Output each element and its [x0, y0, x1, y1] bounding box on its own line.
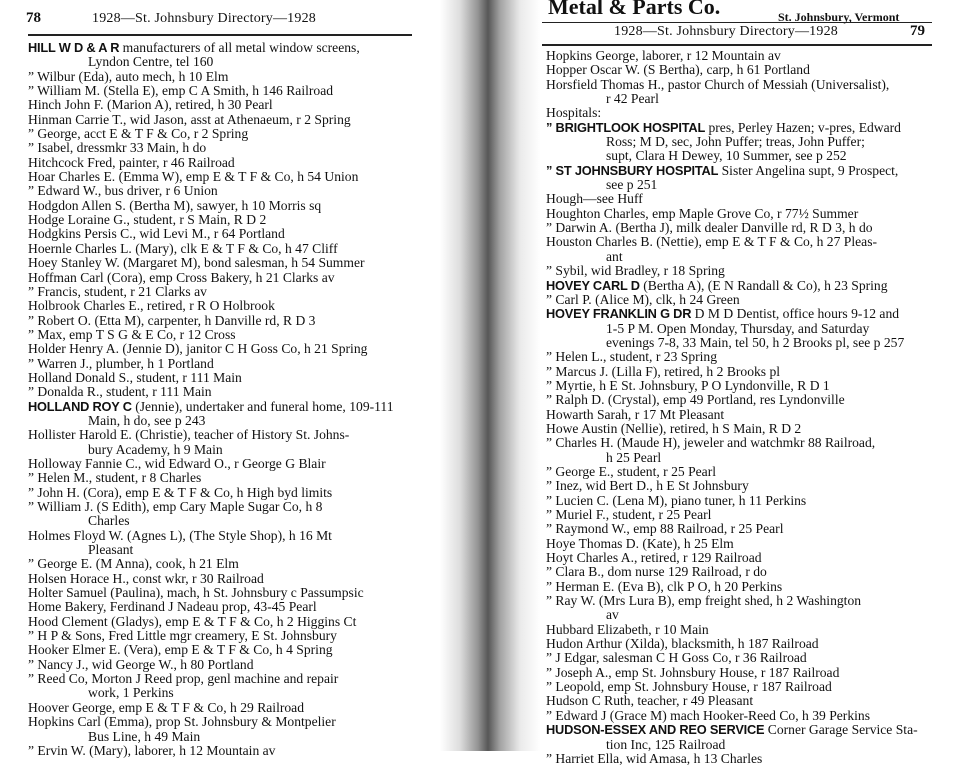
entry-continuation: work, 1 Perkins: [88, 685, 174, 701]
right-entry-list: [546, 49, 918, 766]
directory-entry: [28, 643, 394, 657]
entry-text: Hospitals:: [546, 105, 602, 121]
directory-entry: [28, 529, 394, 558]
entry-continuation: 1-5 P M. Open Monday, Thursday, and Saturday: [606, 320, 870, 336]
directory-entry: [546, 293, 918, 307]
directory-entry: [546, 623, 918, 637]
left-page: [0, 0, 478, 758]
directory-entry: [28, 141, 394, 155]
entry-text: ” Joseph A., emp St. Johnsbury House, r 187 Railroad: [546, 664, 840, 680]
entry-text: Howe Austin (Nellie), retired, h S Main, R D 2: [546, 420, 802, 436]
directory-entry: [28, 428, 394, 457]
entry-text: Holmes Floyd W. (Agnes L), (The Style Shop), h 16 Mt: [28, 527, 332, 543]
directory-entry: [28, 113, 394, 127]
directory-entry: [28, 98, 394, 112]
entry-text: (Jennie), undertaker and funeral home, 109-111: [131, 398, 394, 414]
directory-entry: [28, 400, 394, 429]
entry-text: ” Charles H. (Maude H), jeweler and watchmkr 88 Railroad,: [546, 435, 876, 451]
entry-text: ” Sybil, wid Bradley, r 18 Spring: [546, 263, 725, 279]
directory-entry: [546, 408, 918, 422]
entry-text: Corner Garage Service Sta-: [764, 722, 918, 738]
directory-entry: [546, 522, 918, 536]
directory-entry: [28, 127, 394, 141]
entry-text: Hoyt Charles A., retired, r 129 Railroad: [546, 550, 762, 566]
directory-entry: [28, 242, 394, 256]
entry-text: Hoey Stanley W. (Margaret M), bond salesman, h 54 Summer: [28, 255, 365, 271]
entry-continuation: evenings 7-8, 33 Main, tel 50, h 2 Brooks pl, see p 257: [606, 334, 905, 350]
directory-entry: [546, 121, 918, 164]
page-number: 78: [26, 10, 41, 26]
directory-entry: [28, 328, 394, 342]
directory-entry: [546, 580, 918, 594]
directory-entry: [28, 586, 394, 600]
directory-entry: [28, 557, 394, 571]
entry-bold-name: HOVEY FRANKLIN G DR: [546, 306, 692, 322]
entry-text: ” Ralph D. (Crystal), emp 49 Portland, res Lyndonville: [546, 392, 845, 408]
directory-entry: [28, 342, 394, 356]
entry-text: ” Inez, wid Bert D., h E St Johnsbury: [546, 478, 749, 494]
page-number: 79: [910, 23, 925, 39]
entry-bold-name: HOVEY CARL D: [546, 277, 640, 293]
entry-text: Hudson C Ruth, teacher, r 49 Pleasant: [546, 693, 754, 709]
entry-bold-name: ” ST JOHNSBURY HOSPITAL: [546, 162, 719, 178]
directory-entry: [546, 551, 918, 565]
entry-text: ” Myrtie, h E St. Johnsbury, P O Lyndonville, R D 1: [546, 377, 830, 393]
entry-bold-name: HILL W D & A R: [28, 40, 120, 55]
entry-text: Horsfield Thomas H., pastor Church of Messiah (Universalist),: [546, 76, 890, 92]
directory-entry: [546, 752, 918, 766]
directory-entry: [546, 422, 918, 436]
directory-entry: [28, 41, 394, 70]
entry-text: ” Donalda R., student, r 111 Main: [28, 384, 212, 400]
directory-entry: [546, 494, 918, 508]
entry-text: Hoye Thomas D. (Kate), h 25 Elm: [546, 535, 734, 551]
directory-entry: [28, 299, 394, 313]
directory-entry: [28, 615, 394, 629]
entry-continuation: tion Inc, 125 Railroad: [606, 736, 726, 752]
entry-text: ” J Edgar, salesman C H Goss Co, r 36 Railroad: [546, 650, 807, 666]
entry-text: ” Marcus J. (Lilla F), retired, h 2 Brooks pl: [546, 363, 781, 379]
entry-text: Hough—see Huff: [546, 191, 643, 207]
directory-entry: [546, 651, 918, 665]
entry-text: ” Ray W. (Mrs Lura B), emp freight shed, h 2 Washington: [546, 593, 862, 609]
directory-entry: [546, 436, 918, 465]
left-entry-list: [28, 41, 394, 758]
entry-text: Hodgkins Persis C., wid Levi M., r 64 Portland: [28, 226, 285, 242]
entry-text: Hinch John F. (Marion A), retired, h 30 Pearl: [28, 97, 273, 113]
entry-text: pres, Perley Hazen; v-pres, Edward: [705, 119, 901, 135]
entry-continuation: Pleasant: [88, 542, 134, 558]
directory-entry: [28, 744, 394, 758]
directory-entry: [546, 78, 918, 107]
directory-entry: [28, 600, 394, 614]
entry-text: Holter Samuel (Paulina), mach, h St. Johnsbury c Passumpsic: [28, 585, 364, 601]
directory-entry: [28, 271, 394, 285]
entry-text: ” Harriet Ella, wid Amasa, h 13 Charles: [546, 750, 763, 766]
directory-entry: [546, 479, 918, 493]
entry-text: ” Carl P. (Alice M), clk, h 24 Green: [546, 291, 740, 307]
entry-text: Houston Charles B. (Nettie), emp E & T F & Co, h 27 Pleas-: [546, 234, 878, 250]
directory-entry: [546, 63, 918, 77]
directory-entry: [28, 672, 394, 701]
directory-entry: [28, 471, 394, 485]
directory-entry: [28, 84, 394, 98]
entry-text: ” Lucien C. (Lena M), piano tuner, h 11 Perkins: [546, 492, 807, 508]
entry-text: ” George E., student, r 25 Pearl: [546, 463, 717, 479]
entry-text: Hopkins Carl (Emma), prop St. Johnsbury & Montpelier: [28, 714, 336, 730]
entry-continuation: see p 251: [606, 177, 658, 193]
entry-text: ” Isabel, dressmkr 33 Main, h do: [28, 140, 207, 156]
entry-continuation: av: [606, 607, 619, 623]
entry-text: ” Max, emp T S G & E Co, r 12 Cross: [28, 326, 236, 342]
directory-entry: [546, 164, 918, 193]
entry-text: ” John H. (Cora), emp E & T F & Co, h High byd limits: [28, 484, 333, 500]
entry-text: Hollister Harold E. (Christie), teacher of History St. Johns-: [28, 427, 350, 443]
entry-text: D M D Dentist, office hours 9-12 and: [691, 306, 900, 322]
directory-entry: [546, 465, 918, 479]
directory-entry: [28, 629, 394, 643]
entry-continuation: r 42 Pearl: [606, 91, 659, 107]
entry-text: ” William M. (Stella E), emp C A Smith, h 146 Railroad: [28, 83, 334, 99]
directory-entry: [546, 666, 918, 680]
entry-continuation: Bus Line, h 49 Main: [88, 728, 201, 744]
directory-entry: [28, 184, 394, 198]
entry-continuation: h 25 Pearl: [606, 449, 662, 465]
directory-entry: [28, 314, 394, 328]
entry-text: ” Darwin A. (Bertha J), milk dealer Danville rd, R D 3, h do: [546, 220, 873, 236]
directory-entry: [546, 192, 918, 206]
entry-text: ” Herman E. (Eva B), clk P O, h 20 Perkins: [546, 578, 783, 594]
directory-entry: [28, 500, 394, 529]
entry-text: ” Warren J., plumber, h 1 Portland: [28, 355, 214, 371]
directory-entry: [546, 221, 918, 235]
directory-entry: [546, 637, 918, 651]
directory-entry: [546, 307, 918, 350]
header-rule: [542, 44, 932, 46]
entry-text: Hinman Carrie T., wid Jason, asst at Athenaeum, r 2 Spring: [28, 111, 351, 127]
directory-entry: [28, 658, 394, 672]
entry-text: Holland Donald S., student, r 111 Main: [28, 369, 242, 385]
entry-text: Hoar Charles E. (Emma W), emp E & T F & Co, h 54 Union: [28, 169, 359, 185]
directory-entry: [546, 49, 918, 63]
entry-text: Sister Angelina supt, 9 Prospect,: [718, 162, 899, 178]
entry-bold-name: ” BRIGHTLOOK HOSPITAL: [546, 119, 706, 135]
entry-text: Hoover George, emp E & T F & Co, h 29 Railroad: [28, 699, 304, 715]
entry-continuation: Ross; M D, sec, John Puffer; treas, John Puffer;: [606, 134, 865, 150]
directory-entry: [546, 508, 918, 522]
entry-text: Hitchcock Fred, painter, r 46 Railroad: [28, 154, 235, 170]
entry-text: ” Clara B., dom nurse 129 Railroad, r do: [546, 564, 767, 580]
entry-text: Hodge Loraine G., student, r S Main, R D 2: [28, 212, 267, 228]
directory-entry: [546, 723, 918, 752]
directory-entry: [546, 393, 918, 407]
directory-entry: [546, 680, 918, 694]
directory-entry: [28, 213, 394, 227]
header-rule: [28, 34, 412, 36]
entry-text: Hodgdon Allen S. (Bertha M), sawyer, h 10 Morris sq: [28, 197, 322, 213]
entry-text: ” Muriel F., student, r 25 Pearl: [546, 507, 712, 522]
entry-text: Hudon Arthur (Xilda), blacksmith, h 187 Railroad: [546, 636, 819, 652]
entry-continuation: bury Academy, h 9 Main: [88, 441, 223, 457]
directory-entry: [28, 285, 394, 299]
entry-bold-name: HUDSON-ESSEX AND REO SERVICE: [546, 722, 765, 738]
right-page: [478, 0, 955, 766]
banner-rule: [542, 22, 932, 23]
directory-entry: [546, 537, 918, 551]
directory-entry: [28, 156, 394, 170]
directory-entry: [28, 256, 394, 270]
entry-text: Hubbard Elizabeth, r 10 Main: [546, 621, 709, 637]
banner-location: St. Johnsbury, Vermont: [778, 10, 900, 24]
directory-entry: [28, 70, 394, 84]
entry-text: Holloway Fannie C., wid Edward O., r George G Blair: [28, 455, 326, 471]
directory-entry: [546, 235, 918, 264]
running-head: 1928—St. Johnsbury Directory—1928: [92, 11, 316, 26]
directory-entry: [546, 709, 918, 723]
entry-text: Home Bakery, Ferdinand J Nadeau prop, 43-45 Pearl: [28, 599, 317, 615]
entry-continuation: supt, Clara H Dewey, 10 Summer, see p 252: [606, 148, 847, 164]
directory-entry: [28, 572, 394, 586]
entry-text: ” Leopold, emp St. Johnsbury House, r 187 Railroad: [546, 679, 832, 695]
entry-continuation: Charles: [88, 513, 130, 529]
entry-text: ” H P & Sons, Fred Little mgr creamery, E St. Johnsbury: [28, 628, 337, 644]
entry-text: ” George, acct E & T F & Co, r 2 Spring: [28, 126, 249, 142]
entry-text: Holder Henry A. (Jennie D), janitor C H Goss Co, h 21 Spring: [28, 341, 368, 357]
entry-text: Hooker Elmer E. (Vera), emp E & T F & Co, h 4 Spring: [28, 642, 333, 658]
entry-text: ” George E. (M Anna), cook, h 21 Elm: [28, 556, 239, 572]
advertisement-banner: [548, 0, 720, 20]
entry-text: ” Nancy J., wid George W., h 80 Portland: [28, 656, 254, 672]
entry-continuation: Lyndon Centre, tel 160: [88, 54, 214, 70]
directory-entry: [28, 715, 394, 744]
entry-text: ” Edward W., bus driver, r 6 Union: [28, 183, 218, 199]
entry-continuation: Main, h do, see p 243: [88, 412, 206, 428]
directory-entry: [546, 279, 918, 293]
entry-text: manufacturers of all metal window screens,: [119, 40, 360, 55]
entry-text: Howarth Sarah, r 17 Mt Pleasant: [546, 406, 725, 422]
entry-text: Holsen Horace H., const wkr, r 30 Railroad: [28, 570, 264, 586]
entry-text: Hopper Oscar W. (S Bertha), carp, h 61 Portland: [546, 62, 810, 78]
entry-text: ” Raymond W., emp 88 Railroad, r 25 Pearl: [546, 521, 784, 537]
entry-text: ” Helen L., student, r 23 Spring: [546, 349, 718, 365]
running-head: 1928—St. Johnsbury Directory—1928: [614, 24, 838, 39]
directory-entry: [28, 227, 394, 241]
directory-entry: [28, 486, 394, 500]
entry-text: ” William J. (S Edith), emp Cary Maple Sugar Co, h 8: [28, 499, 323, 514]
directory-entry: [546, 365, 918, 379]
directory-entry: [546, 694, 918, 708]
entry-text: ” Robert O. (Etta M), carpenter, h Danville rd, R D 3: [28, 312, 316, 328]
entry-text: Holbrook Charles E., retired, r R O Holbrook: [28, 298, 275, 314]
directory-entry: [28, 199, 394, 213]
entry-text: Hood Clement (Gladys), emp E & T F & Co, h 2 Higgins Ct: [28, 613, 357, 629]
entry-text: Hoernle Charles L. (Mary), clk E & T F & Co, h 47 Cliff: [28, 240, 338, 256]
directory-entry: [546, 379, 918, 393]
directory-entry: [546, 565, 918, 579]
entry-continuation: ant: [606, 248, 623, 264]
directory-entry: [28, 457, 394, 471]
entry-text: Hoffman Carl (Cora), emp Cross Bakery, h 21 Clarks av: [28, 269, 335, 285]
entry-bold-name: HOLLAND ROY C: [28, 398, 132, 414]
entry-text: ” Edward J (Grace M) mach Hooker-Reed Co, h 39 Perkins: [546, 707, 870, 723]
entry-text: (Bertha A), (E N Randall & Co), h 23 Spring: [639, 277, 888, 293]
directory-entry: [28, 371, 394, 385]
directory-entry: [546, 350, 918, 364]
entry-text: Houghton Charles, emp Maple Grove Co, r 77½ Summer: [546, 205, 859, 221]
directory-entry: [546, 264, 918, 278]
entry-text: ” Wilbur (Eda), auto mech, h 10 Elm: [28, 68, 229, 84]
directory-entry: [28, 701, 394, 715]
entry-text: ” Francis, student, r 21 Clarks av: [28, 283, 207, 299]
directory-entry: [546, 207, 918, 221]
directory-entry: [28, 385, 394, 399]
entry-text: ” Helen M., student, r 8 Charles: [28, 470, 202, 486]
directory-entry: [28, 170, 394, 184]
entry-text: Hopkins George, laborer, r 12 Mountain av: [546, 48, 781, 63]
directory-entry: [546, 106, 918, 120]
directory-entry: [546, 594, 918, 623]
directory-entry: [28, 357, 394, 371]
banner-company: Metal & Parts Co.: [548, 0, 721, 19]
entry-text: ” Reed Co, Morton J Reed prop, genl machine and repair: [28, 671, 339, 687]
entry-text: ” Ervin W. (Mary), laborer, h 12 Mountain av: [28, 742, 276, 758]
